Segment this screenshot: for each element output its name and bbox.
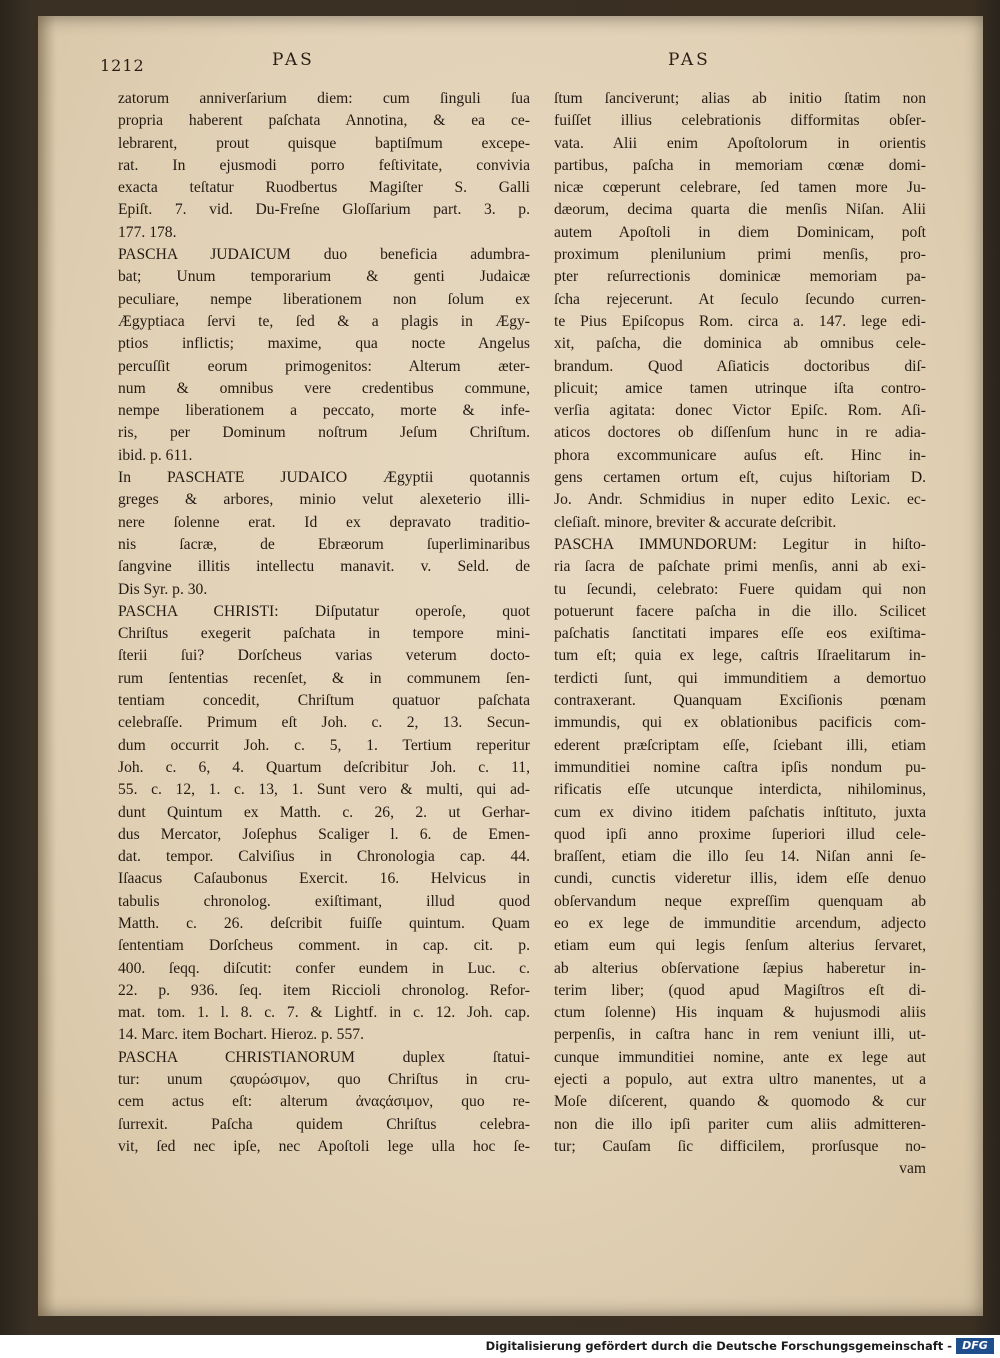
text-line: perpenſis, in caſtra hanc in rem veniunt illi, ut- <box>554 1026 926 1044</box>
text-line: immundis, qui ex oblationibus pacificis com- <box>554 714 926 732</box>
dfg-logo: DFG <box>956 1338 994 1354</box>
text-line: nicæ cœperunt celebrare, ſed tamen more Ju- <box>554 179 926 197</box>
text-line: ab alterius obſervatione ſæpius haberetur in- <box>554 959 926 977</box>
text-line: rum ſententias recenſet, & in communem ſen- <box>118 669 530 687</box>
text-line: nere ſolenne erat. Id ex depravato traditio- <box>118 513 530 531</box>
text-line: cunque immunditiei nomine, ante ex lege aut <box>554 1048 926 1066</box>
text-line: zatorum anniverſarium diem: cum ſinguli ſua <box>118 90 530 107</box>
text-line: dunt Quintum ex Matth. c. 26, 2. ut Gerhar- <box>118 803 530 821</box>
text-line: Chriſtus exegerit paſchata in tempore mini- <box>118 625 530 643</box>
text-line: non die illo ipſi pariter cum aliis admitteren- <box>554 1115 926 1133</box>
text-line: partibus, paſcha in memoriam cœnæ domi- <box>554 156 926 174</box>
text-line: PASCHA IMMUNDORUM: Legitur in hiſto- <box>554 535 926 553</box>
text-line: Epiſt. 7. vid. Du-Freſne Gloſſarium part. 3. p. <box>118 201 530 219</box>
text-line: potuerunt facere paſcha in die illo. Scilicet <box>554 602 926 620</box>
text-line: nempe liberationem a peccato, morte & infe- <box>118 402 530 420</box>
text-line: tu ſecundi, celebrato: Fuere quidam qui non <box>554 580 926 598</box>
text-line: tentiam concedit, Chriſtum quatuor paſchata <box>118 692 530 710</box>
text-line: ptios inflictis; maxime, qua nocte Angelus <box>118 335 530 353</box>
running-head-right: PAS <box>668 50 711 70</box>
text-line: greges & arbores, minio velut alexeterio illi- <box>118 491 530 509</box>
text-line: tabulis chronolog. exiſtimant, illud quod <box>118 892 530 910</box>
text-line: ſangvine illitis intellectu manavit. v. Seld. de <box>118 558 530 576</box>
text-line: terdicti ſunt, qui immunditiem a demortuo <box>554 669 926 687</box>
text-line: ejecti a populo, aut extra ultro manentes, ut a <box>554 1071 926 1089</box>
text-line: Jo. Andr. Schmidius in nuper edito Lexic. ec- <box>554 491 926 509</box>
right-text-column <box>554 88 926 1181</box>
text-line: tum eſt; quia ex lege, caſtris Iſraelitarum in- <box>554 647 926 665</box>
text-line: obſervandum neque expreſſim quenquam ab <box>554 892 926 910</box>
text-line: vam <box>899 1160 926 1178</box>
text-line: rat. In ejusmodi porro feſtivitate, convivia <box>118 156 530 174</box>
text-line: PASCHA JUDAICUM duo beneficia adumbra- <box>118 246 530 264</box>
text-line: cleſiaſt. minore, breviter & accurate deſcribit. <box>554 513 837 531</box>
page-number: 1212 <box>100 56 145 75</box>
text-line: celebraſſe. Primum eſt Joh. c. 2, 13. Secun- <box>118 714 530 732</box>
text-line: phora excommunicare auſus eſt. Hinc in- <box>554 446 926 464</box>
text-line: cum ex divino itidem paſchatis inſtituto, juxta <box>554 803 926 821</box>
text-line: nis ſacræ, de Ebræorum ſuperliminaribus <box>118 535 530 553</box>
text-line: aticos doctores ob diſſenſum hunc in re adia- <box>554 424 926 442</box>
text-line: vata. Alii enim Apoſtolorum in orientis <box>554 134 926 152</box>
text-line: tur; Cauſam ſic difficilem, prorſusque no- <box>554 1137 926 1155</box>
left-text-column <box>118 88 530 1158</box>
text-line: quod ipſi anno proxime ſuperiori illud cele- <box>554 825 926 843</box>
text-line: verſia agitata: donec Victor Epiſc. Rom. Aſi- <box>554 402 926 420</box>
text-line: dus Mercator, Joſephus Scaliger l. 6. de Emen- <box>118 825 530 843</box>
text-line: PASCHA CHRISTIANORUM duplex ſtatui- <box>118 1048 530 1066</box>
text-line: xit, paſcha, die dominica ab omnibus cele- <box>554 335 926 353</box>
text-line: autem Apoſtoli in diem Dominicam, poſt <box>554 223 926 241</box>
text-line: etiam eum qui legis ſenſum alterius ſervaret, <box>554 937 926 955</box>
text-line: exacta teſtatur Ruodbertus Magiſter S. Galli <box>118 179 530 197</box>
text-line: mat. tom. 1. l. 8. c. 7. & Lightf. in c. 12. Joh. cap. <box>118 1004 530 1022</box>
text-line: ria ſacra de paſchate primi menſis, anni ab exi- <box>554 558 926 576</box>
text-line: ſterii ſui? Dorſcheus varias veterum docto- <box>118 647 530 665</box>
text-line: ibid. p. 611. <box>118 446 193 464</box>
text-line: ſurrexit. Paſcha quidem Chriſtus celebra- <box>118 1115 530 1133</box>
text-line: immunditiei nomine caſtra ipſis nondum pu- <box>554 758 926 776</box>
text-line: Joh. c. 6, 4. Quartum deſcribitur Joh. c. 11, <box>118 758 530 776</box>
funding-notice: Digitalisierung gefördert durch die Deutsche Forschungsgemeinschaft - <box>485 1339 952 1353</box>
text-line: Ægyptiaca ſervi te, ſed & a plagis in Ægy- <box>118 312 530 330</box>
text-line: braſſent, etiam die illo ſeu 14. Niſan anni ſe- <box>554 848 926 866</box>
text-line: 400. ſeqq. diſcutit: confer eundem in Luc. c. <box>118 959 530 977</box>
text-line: paſchatis ſanctitati impares eſſe eos exiſtima- <box>554 625 926 643</box>
text-line: Dis Syr. p. 30. <box>118 580 208 598</box>
text-line: plicuit; amice tamen utrinque iſta contro- <box>554 379 926 397</box>
text-line: peculiare, nempe liberationem non ſolum ex <box>118 290 530 308</box>
text-line: ris, per Dominum noſtrum Jeſum Chriſtum. <box>118 424 530 442</box>
text-line: tur: unum ϛαυρώσιμον, quo Chriſtus in cru- <box>118 1071 530 1089</box>
text-line: contraxerant. Quanquam Exciſionis pœnam <box>554 692 926 710</box>
text-line: percuſſit eorum primogenitos: Alterum æter- <box>118 357 530 375</box>
text-line: In PASCHATE JUDAICO Ægyptii quotannis <box>118 469 530 487</box>
text-line: Iſaacus Caſaubonus Exercit. 16. Helvicus in <box>118 870 530 888</box>
text-line: gens certamen ortum eſt, cujus hiſtoriam D. <box>554 469 926 487</box>
text-line: ſcha rejecerunt. At ſeculo ſecundo curren- <box>554 290 926 308</box>
text-line: eo ex lege de immunditie arcendum, adjecto <box>554 914 926 932</box>
text-line: lebrarent, prout quisque baptiſmum excepe- <box>118 134 530 152</box>
text-line: dæorum, decima quarta die menſis Niſan. Alii <box>554 201 926 219</box>
text-line: 22. p. 936. ſeq. item Riccioli chronolog. Refor- <box>118 981 530 999</box>
page-gutter-shadow <box>38 16 56 1316</box>
text-line: te Pius Epiſcopus Rom. circa a. 147. lege edi- <box>554 312 926 330</box>
text-line: num & omnibus vere credentibus commune, <box>118 379 530 397</box>
text-line: bat; Unum temporarium & genti Judaicæ <box>118 268 530 286</box>
text-line: vit, ſed nec ipſe, nec Apoſtoli lege ulla hoc ſe- <box>118 1137 530 1155</box>
text-line: propria haberent paſchata Annotina, & ea ce- <box>118 112 530 130</box>
text-line: cundi, cunctis videretur illis, idem eſſe denuo <box>554 870 926 888</box>
text-line: fuiſſet illius celebrationis difformitas obſer- <box>554 112 926 130</box>
text-line: Matth. c. 26. deſcribit fuiſſe quintum. Quam <box>118 914 530 932</box>
text-line: brandum. Quod Aſiaticis doctoribus diſ- <box>554 357 926 375</box>
text-line: ederent præſcriptam eſſe, ſciebant illi, etiam <box>554 736 926 754</box>
footer-bar <box>0 1335 1000 1358</box>
text-line: pter reſurrectionis dominicæ memoriam pa- <box>554 268 926 286</box>
text-line: PASCHA CHRISTI: Diſputatur operoſe, quot <box>118 602 530 620</box>
text-line: Moſe diſcerent, quando & quomodo & cur <box>554 1093 926 1111</box>
text-line: dum occurrit Joh. c. 5, 1. Tertium reperitur <box>118 736 530 754</box>
text-line: 55. c. 12, 1. c. 13, 1. Sunt vero & multi, qui ad- <box>118 781 530 799</box>
text-line: ſententiam Dorſcheus comment. in cap. cit. p. <box>118 937 530 955</box>
text-line: 14. Marc. item Bochart. Hieroz. p. 557. <box>118 1026 364 1044</box>
text-line: rificatis eſſe utcunque interdicta, nihilominus, <box>554 781 926 799</box>
text-line: terim liber; (quod apud Magiſtros eſt di- <box>554 981 926 999</box>
text-line: cem actus eſt: alterum ἀναςάσιμον, quo re- <box>118 1093 530 1111</box>
running-head-left: PAS <box>272 50 315 70</box>
text-line: ſtum ſanciverunt; alias ab initio ſtatim non <box>554 90 926 107</box>
text-line: ctum ſolenne) His inquam & hujusmodi aliis <box>554 1004 926 1022</box>
text-line: proximum plenilunium primi menſis, pro- <box>554 246 926 264</box>
text-line: dat. tempor. Calviſius in Chronologia cap. 44. <box>118 848 530 866</box>
text-line: 177. 178. <box>118 223 177 241</box>
